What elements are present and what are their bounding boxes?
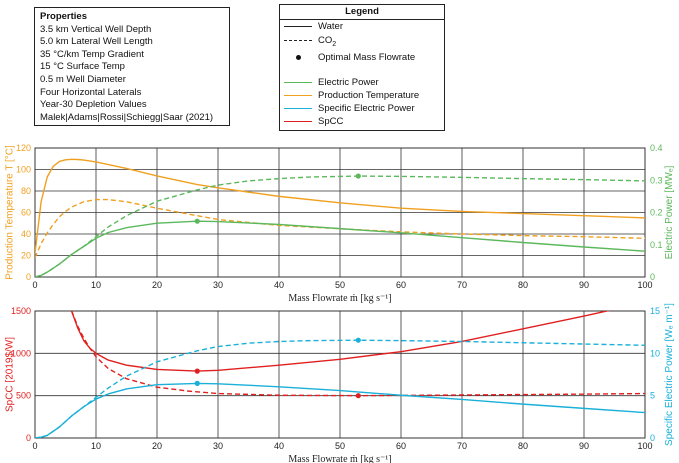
legend-entry-optimal <box>280 52 444 63</box>
chart-panel-1 <box>4 143 675 304</box>
y-right-tick-label: 0.2 <box>650 207 663 218</box>
legend-swatch-green <box>284 82 312 83</box>
y-left-tick-label: 0 <box>25 433 31 443</box>
y-right-axis-label: Electric Power [MWₑ] <box>664 165 675 260</box>
legend-label: Specific Electric Power <box>318 103 415 114</box>
x-tick-label: 30 <box>212 441 224 451</box>
legend-entry-co2 <box>280 35 444 46</box>
x-tick-label: 0 <box>32 441 38 451</box>
x-tick-label: 0 <box>32 280 38 290</box>
properties-title: Properties <box>40 11 87 22</box>
optimal-marker-co2 <box>356 393 361 398</box>
x-tick-label: 40 <box>273 280 285 290</box>
spcc-water-line <box>72 309 615 371</box>
y-left-tick-label: 100 <box>15 164 31 175</box>
x-tick-label: 10 <box>90 441 102 451</box>
property-line: 0.5 m Well Diameter <box>40 73 126 85</box>
x-tick-label: 60 <box>395 441 407 451</box>
y-left-tick-label: 120 <box>15 143 31 153</box>
legend-swatch-solid <box>284 26 312 27</box>
x-tick-label: 20 <box>151 441 163 451</box>
legend-swatch-orange <box>284 95 312 96</box>
x-tick-label: 20 <box>151 280 163 290</box>
y-right-tick-label: 0 <box>650 433 656 443</box>
x-tick-label: 50 <box>334 280 346 290</box>
legend-label-sub: 2 <box>332 40 337 48</box>
legend-swatch-red <box>284 121 312 122</box>
y-left-tick-label: 0 <box>25 272 31 282</box>
legend-label-co: CO <box>318 35 333 46</box>
property-line: 15 °C Surface Temp <box>40 61 125 73</box>
x-tick-label: 90 <box>578 280 590 290</box>
y-right-tick-label: 0.3 <box>650 175 663 186</box>
chart-panel-2 <box>4 303 675 463</box>
y-right-tick-label: 15 <box>650 306 661 316</box>
x-tick-label: 80 <box>517 441 529 451</box>
legend-entry-spcc <box>280 116 444 127</box>
x-axis-label: Mass Flowrate ṁ [kg s⁻¹] <box>288 293 392 304</box>
y-left-tick-label: 1000 <box>10 348 31 359</box>
x-tick-label: 100 <box>637 280 653 290</box>
y-right-tick-label: 5 <box>650 390 656 401</box>
x-tick-label: 50 <box>334 441 346 451</box>
y-right-axis-label: Specific Electric Power [Wₑ m⁻¹] <box>664 303 675 446</box>
x-tick-label: 70 <box>456 441 468 451</box>
legend-label <box>318 35 336 50</box>
legend-entry-water <box>280 21 444 32</box>
property-line: Four Horizontal Laterals <box>40 86 142 98</box>
property-line: Malek|Adams|Rossi|Schiegg|Saar (2021) <box>40 111 214 123</box>
optimal-marker-co2 <box>356 338 361 343</box>
optimal-marker-water <box>195 219 200 224</box>
y-left-tick-label: 500 <box>15 390 31 401</box>
y-left-tick-label: 60 <box>20 207 31 218</box>
legend-entry-electric-power <box>280 77 444 88</box>
y-left-tick-label: 20 <box>20 250 31 261</box>
property-line: 3.5 km Vertical Well Depth <box>40 23 152 35</box>
legend-entry-production-temperature <box>280 90 444 101</box>
y-right-tick-label: 0 <box>650 272 656 282</box>
property-line: Year-30 Depletion Values <box>40 99 147 111</box>
x-tick-label: 30 <box>212 280 224 290</box>
marker-dot-icon <box>296 55 301 60</box>
x-tick-label: 100 <box>637 441 653 451</box>
x-tick-label: 60 <box>395 280 407 290</box>
y-right-tick-label: 0.1 <box>650 239 663 250</box>
property-line: 35 °C/km Temp Gradient <box>40 48 144 60</box>
optimal-marker-co2 <box>356 173 361 178</box>
x-axis-label: Mass Flowrate ṁ [kg s⁻¹] <box>288 454 392 463</box>
y-right-tick-label: 0.4 <box>650 143 663 153</box>
legend-label: SpCC <box>318 116 344 127</box>
y-left-axis-label: SpCC [2019$/W] <box>4 336 16 413</box>
legend-title: Legend <box>280 5 444 20</box>
x-tick-label: 90 <box>578 441 590 451</box>
legend-swatch-dashed <box>284 40 312 41</box>
y-left-axis-label: Production Temperature T [°C] <box>4 145 16 280</box>
y-left-tick-label: 80 <box>20 186 31 196</box>
y-left-tick-label: 40 <box>20 229 31 239</box>
legend-box <box>279 4 445 131</box>
legend-label: Optimal Mass Flowrate <box>318 52 416 63</box>
optimal-marker-water <box>195 369 200 374</box>
y-right-tick-label: 10 <box>650 348 661 359</box>
x-tick-label: 80 <box>517 280 529 290</box>
x-tick-label: 40 <box>273 441 285 451</box>
legend-entry-specific-electric-power <box>280 103 444 114</box>
x-tick-label: 70 <box>456 280 468 290</box>
y-left-tick-label: 1500 <box>10 306 31 316</box>
property-line: 5.0 km Lateral Well Length <box>40 36 153 48</box>
legend-swatch-cyan <box>284 108 312 109</box>
legend-label: Water <box>318 21 343 32</box>
legend-label: Electric Power <box>318 77 379 88</box>
properties-box <box>34 7 230 126</box>
legend-label: Production Temperature <box>318 90 420 101</box>
x-tick-label: 10 <box>90 280 102 290</box>
optimal-marker-water <box>195 381 200 386</box>
